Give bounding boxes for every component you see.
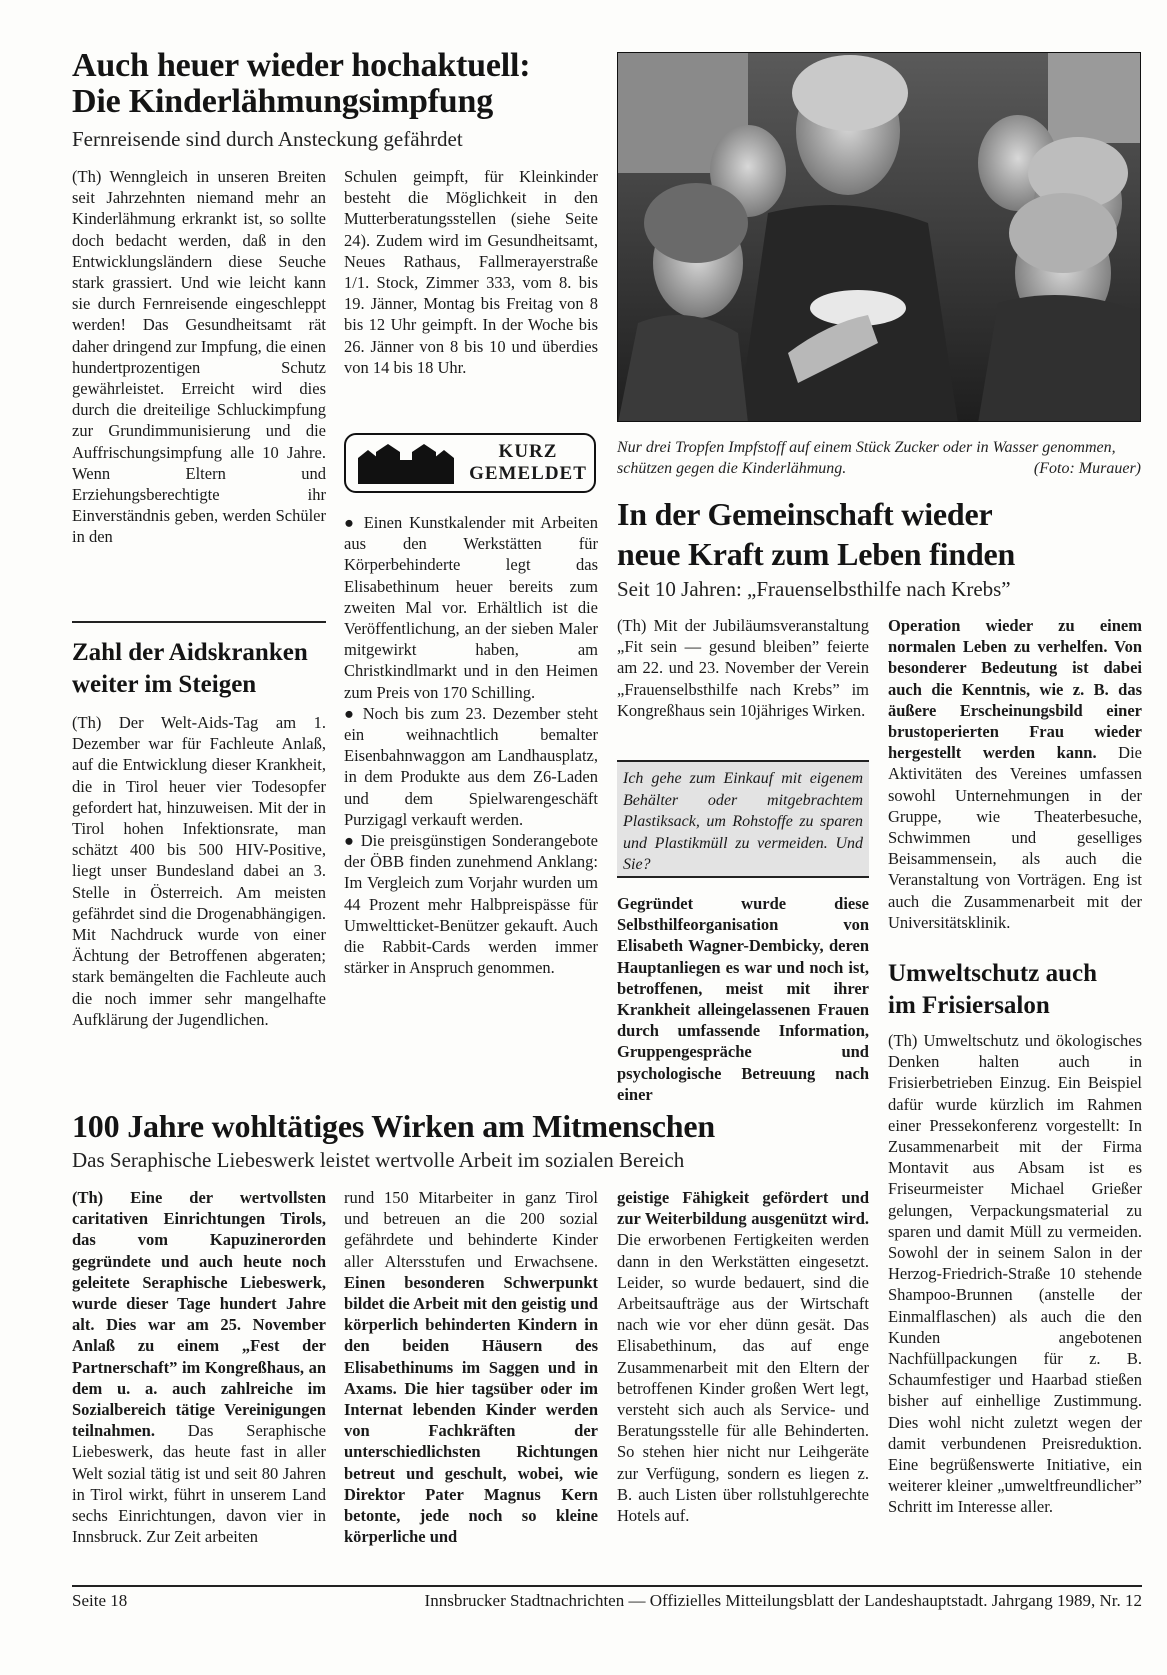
kurz-item: ● Die preisgünstigen Sonderangebote der ÖBB finden zunehmend Anklang: Im Vergleich zum Vorjahr wurden um 44 Prozent mehr Halbpreispässe für Umweltticket-Benützer gekauft. Auch die Rabbit-Cards werden immer stärker in Anspruch genommen. (344, 831, 599, 978)
article3-bold-col: Gegründet wurde diese Selbsthilfeorganisation von Elisabeth Wagner-Dembicky, deren Hauptanliegen es war und noch ist, betroffenen, meist mit ihrer Krankheit alleingelassenen Frauen durch umfassende Information, Gruppengespräche und psychologische Betreuung nach einer (617, 894, 869, 1104)
photo-caption (617, 437, 1141, 479)
kurz-gemeldet-label: KURZ GEMELDET (469, 441, 587, 484)
article3-headline: In der Gemeinschaft wieder neue Kraft zum Leben finden (617, 496, 1016, 572)
kurz-items (344, 512, 598, 978)
article5-col1: (Th) Eine der wertvollsten caritativen Einrichtungen Tirols, das vom Kapuzinerorden gegründete und auch heute noch geleitete Seraphische Liebeswerk, wurde dieser Tage hundert Jahre alt. Dies war am 25. November Anlaß zu einem „Fest der Partnerschaft” im Kongreßhaus, an dem u. a. auch zahlreiche im Sozialbereich tätige Vereinigungen teilnahmen. Das Seraphische Liebeswerk, das heute fast in aller Welt sozial tätig ist und seit 80 Jahren in Tirol wirkt, führt in unserem Land sechs Einrichtungen, davon vier in Innsbruck. Zur Zeit arbeiten (72, 1188, 326, 1547)
article2-body: (Th) Der Welt-Aids-Tag am 1. Dezember war für Fachleute Anlaß, auf die Entwicklung dieser Krankheit, die in Tirol heuer vier Todesopfer gefordert hat, hinzuweisen. Mit der in Tirol hohen Infektionsrate, man schätzt 400 bis 500 HIV-Positive, liegt unser Bundesland dabei an 3. Stelle in Österreich. Am meisten gefährdet sind die Drogenabhängigen. Mit Nachdruck wurde von einer Ächtung der Betroffenen abgeraten; stark bemängelten die Fachleute auch die noch immer sehr mangelhafte Aufklärung der Jugendlichen. (72, 713, 326, 1029)
article4-body: (Th) Umweltschutz und ökologisches Denken halten auch in Frisierbetrieben Einzug. Ein Beispiel dafür wurde kürzlich im Rahmen einer Pressekonferenz vorgestellt: In Zusammenarbeit mit der Firma Montavit aus Absam ist es Friseurmeister Michael Grießer gelungen, Verpackungsmaterial zu sparen und damit Müll zu vermeiden. Sowohl der in seinem Salon in der Herzog-Friedrich-Straße 10 stehende Shampoo-Brunnen (anstelle der Einmalflaschen) als auch die den Kunden angebotenen Nachfüllpackungen für z. B. Schaumfestiger und Haarbad stießen bisher auf einhellige Zustimmung. Dies wohl nicht zuletzt wegen der damit verbundenen Preisreduktion. Eine begrüßenswerte Initiative, ein weiterer kleiner „umweltfreundlicher” Schritt im Interesse aller. (888, 1031, 1142, 1517)
article1-col1: (Th) Wenngleich in unseren Breiten seit Jahrzehnten niemand mehr an Kinderlähmung erkrankt ist, so sollte doch bedacht werden, daß in den Entwicklungsländern diese Seuche stark grassiert. Und wie leicht kann sie durch Fernreisende eingeschleppt werden! Das Gesundheitsamt rät daher dringend zur Impfung, die einen hundertprozentigen Schutz gewährleistet. Erreicht wird dies durch die dreiteilige Schluckimpfung zur Grundimmunisierung und die Auffrischungsimpfung alle 10 Jahre. Wenn Eltern und Erziehungsberechtigte ihr Einverständnis geben, werden Schüler in den (72, 167, 326, 547)
divider (72, 621, 326, 623)
children-vaccination-photo (617, 52, 1141, 422)
article5-headline: 100 Jahre wohltätiges Wirken am Mitmenschen (72, 1108, 715, 1144)
article5-col2: rund 150 Mitarbeiter in ganz Tirol und betreuen an die 200 sozial gefährdete und behinderte Kinder aller Altersstufen und Erwachsene. Einen besonderen Schwerpunkt bildet die Arbeit mit den geistig und körperlich behinderten Kindern in den beiden Häusern des Elisabethinums im Saggen und in Axams. Die hier tagsüber oder im Internat lebenden Kinder werden von Fachkräften der unterschiedlichsten Richtungen betreut und geschult, wobei, wie Direktor Pater Magnus Kern betonte, jede noch so kleine körperliche und (344, 1188, 598, 1547)
article2-headline: Zahl der Aidskranken weiter im Steigen (72, 639, 308, 698)
article4-headline: Umweltschutz auch im Frisiersalon (888, 960, 1098, 1019)
article5-col3: geistige Fähigkeit gefördert und zur Weiterbildung ausgenützt wird. Die erworbenen Fertigkeiten werden dann in den Werkstätten eingesetzt. Leider, so wurde bedauert, sind die Arbeitsaufträge aus der Wirtschaft nach wie vor eher dünn gesät. Das Elisabethinum, das auf enge Zusammenarbeit mit den Eltern der betroffenen Kinder großen Wert legt, versteht sich auch als Service- und Beratungsstelle für alle Behinderten. So stehen hier nicht nur Leihgeräte zur Verfügung, sondern es liegen z. B. auch Listen über rollstuhlgerechte Hotels auf. (617, 1188, 869, 1526)
bullet-icon: ● (344, 513, 364, 532)
caption-text: Nur drei Tropfen Impfstoff auf einem Stück Zucker oder in Wasser genommen, schützen gegen die Kinderlähmung. (617, 439, 1116, 477)
pull-quote: Ich gehe zum Einkauf mit eigenem Behälter oder mitgebrachtem Plastiksack, um Rohstoffe zu sparen und Plastikmüll zu vermeiden. Und Sie? (617, 760, 869, 878)
kurz-gemeldet-box (344, 433, 596, 493)
houses-icon (358, 444, 454, 484)
article1-subhead: Fernreisende sind durch Ansteckung gefährdet (72, 127, 463, 151)
kurz-item: ● Noch bis zum 23. Dezember steht ein weihnachtlich bemalter Eisenbahnwaggon am Landhausplatz, in dem Produkte aus dem Z6-Laden und dem Spielwarengeschäft Purzigagl verkauft werden. (344, 703, 598, 829)
article5-subhead: Das Seraphische Liebeswerk leistet wertvolle Arbeit im sozialen Bereich (72, 1148, 685, 1172)
article3-intro: (Th) Mit der Jubiläumsveranstaltung „Fit sein — gesund bleiben” feierte am 22. und 23. November der Verein „Frauenselbsthilfe nach Krebs” im Kongreßhaus sein 10jähriges Wirken. (617, 616, 869, 720)
article1-headline: Auch heuer wieder hochaktuell: Die Kinderlähmungsimpfung (72, 47, 531, 120)
article3-subhead: Seit 10 Jahren: „Frauenselbsthilfe nach Krebs” (617, 577, 1011, 601)
photo-image (618, 53, 1141, 422)
page-number: Seite 18 (72, 1591, 128, 1610)
bullet-icon: ● (344, 831, 361, 851)
footer (72, 1590, 1142, 1612)
photo-credit: (Foto: Murauer) (1033, 460, 1141, 477)
bullet-icon: ● (344, 703, 363, 723)
masthead: Innsbrucker Stadtnachrichten — Offizielles Mitteilungsblatt der Landeshauptstadt. Jahrgang 1989, Nr. 12 (424, 1591, 1142, 1610)
kurz-item: ● Einen Kunstkalender mit Arbeiten aus den Werkstätten für Körperbehinderte legt das Elisabethinum heuer bereits zum zweiten Mal vor. Erhältlich ist die Veröffentlichung, an der sieben Maler mitgewirkt haben, am Christkindlmarkt und in den Heimen zum Preis von 170 Schilling. (344, 513, 599, 702)
article3-right-col: Operation wieder zu einem normalen Leben zu verhelfen. Von besonderer Bedeutung ist dabei auch die Kenntnis, wie z. B. das äußere Erscheinungsbild einer brustoperierten Frau wieder hergestellt werden kann. Die Aktivitäten des Vereines umfassen sowohl Unternehmungen in der Gruppe, wie Theaterbesuche, Schwimmen und geselliges Beisammensein, als auch die Veranstaltung von Vorträgen. Eng ist auch die Zusammenarbeit mit der Universitätsklinik. (888, 616, 1142, 932)
footer-rule (72, 1585, 1142, 1587)
article1-col2: Schulen geimpft, für Kleinkinder besteht die Möglichkeit in den Mutterberatungsstellen (siehe Seite 24). Zudem wird im Gesundheitsamt, Neues Rathaus, Fallmerayerstraße 1/1. Stock, Zimmer 333, vom 8. bis 19. Jänner, Montag bis Freitag von 8 bis 12 Uhr geimpft. In der Woche bis 26. Jänner von 8 bis 10 und überdies von 14 bis 18 Uhr. (344, 167, 598, 377)
